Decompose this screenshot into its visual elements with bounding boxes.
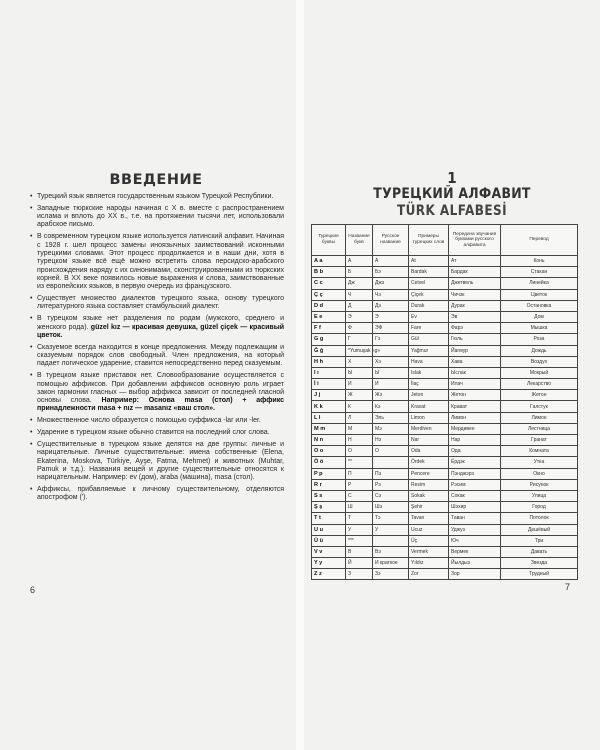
- paragraph-text: В современном турецком языке используется латинский алфавит. Начиная с 1928 г. шел процесс замены иноязычных заимствований исконными турецкими словами. Этот процесс продолжается и в наши дни, хотя в турецком языке всё ещё можно встретить слова персидско-арабского происхождения наряду с их синонимами, сконструированными из тюркских корней. В XX веке появилось новые выражения и слова, заимствованные из европейских языков, в первую очередь из французского.: [37, 233, 284, 291]
- cell-translation: Улица: [501, 490, 578, 501]
- cell-turkish-letter: V v: [312, 546, 346, 557]
- chapter-title: ТУРЕЦКИЙ АЛФАВИТ: [373, 186, 531, 202]
- cell-letter-name: Р: [346, 479, 373, 490]
- cell-russian-name: Дэ: [373, 300, 409, 311]
- intro-paragraph: [30, 486, 284, 503]
- page-number-left: 6: [30, 585, 36, 595]
- table-row: [312, 412, 578, 423]
- cell-russian-transcription: Ёрдэк: [449, 457, 501, 468]
- paragraph-example: güzel kız — красивая девушка, güzel çiçek — красивый цветок.: [37, 323, 284, 339]
- cell-turkish-letter: Ş ş: [312, 502, 346, 513]
- table-row: [312, 334, 578, 345]
- table-row: [312, 323, 578, 334]
- cell-russian-name: Шэ: [373, 502, 409, 513]
- cell-letter-name: Й: [346, 558, 373, 569]
- table-row: [312, 479, 578, 490]
- cell-russian-name: Кэ: [373, 401, 409, 412]
- cell-translation: Комната: [501, 446, 578, 457]
- cell-letter-name: Э: [346, 311, 373, 322]
- cell-letter-name: Ж: [346, 390, 373, 401]
- cell-turkish-letter: S s: [312, 490, 346, 501]
- cell-letter-name: **: [346, 457, 373, 468]
- cell-letter-name: ***: [346, 535, 373, 546]
- cell-turkish-example: Zor: [409, 569, 449, 580]
- cell-russian-transcription: Бардак: [449, 267, 501, 278]
- intro-paragraph: [30, 233, 284, 291]
- intro-paragraph: [30, 344, 284, 369]
- table-row: [312, 457, 578, 468]
- cell-russian-name: Пэ: [373, 468, 409, 479]
- cell-letter-name: A: [346, 256, 373, 267]
- cell-turkish-example: Ev: [409, 311, 449, 322]
- table-row: [312, 468, 578, 479]
- table-row: [312, 569, 578, 580]
- cell-russian-name: Ы: [373, 367, 409, 378]
- cell-letter-name: Д: [346, 300, 373, 311]
- intro-paragraph: [30, 417, 284, 425]
- left-page: [0, 0, 296, 750]
- cell-russian-name: ЭФ: [373, 323, 409, 334]
- bullet-mark: •: [30, 417, 33, 425]
- cell-translation: Потолок: [501, 513, 578, 524]
- cell-turkish-example: Bardak: [409, 267, 449, 278]
- cell-russian-transcription: Йагмур: [449, 345, 501, 356]
- cell-russian-name: Хэ: [373, 356, 409, 367]
- alphabet-table-body: [312, 256, 578, 580]
- cell-russian-transcription: Зор: [449, 569, 501, 580]
- cell-russian-transcription: Фарэ: [449, 323, 501, 334]
- cell-russian-name: Рэ: [373, 479, 409, 490]
- header-turkish-examples: Примеры турецких слов: [409, 225, 449, 256]
- cell-turkish-letter: F f: [312, 323, 346, 334]
- intro-paragraph-list: [30, 193, 284, 506]
- intro-paragraph: [30, 205, 284, 230]
- cell-turkish-letter: Ü ü: [312, 535, 346, 546]
- paragraph-text: Множественное число образуется с помощью суффикса -lar или -ler.: [37, 417, 261, 425]
- cell-translation: Три: [501, 535, 578, 546]
- cell-turkish-letter: D d: [312, 300, 346, 311]
- chapter-subtitle: TÜRK ALFABESİ: [396, 203, 508, 219]
- bullet-mark: •: [30, 204, 33, 212]
- cell-letter-name: У: [346, 524, 373, 535]
- paragraph-text: Существует множество диалектов турецкого языка, основу турецкого литературного языка составляет стамбульский диалект.: [37, 295, 284, 311]
- cell-russian-transcription: Йылдыз: [449, 558, 501, 569]
- cell-russian-transcription: Дурак: [449, 300, 501, 311]
- cell-translation: Роза: [501, 334, 578, 345]
- cell-turkish-letter: K k: [312, 401, 346, 412]
- cell-letter-name: И: [346, 379, 373, 390]
- cell-translation: Галстук: [501, 401, 578, 412]
- table-row: [312, 401, 578, 412]
- table-row: [312, 535, 578, 546]
- cell-letter-name: Ф: [346, 323, 373, 334]
- cell-translation: Цветок: [501, 289, 578, 300]
- paragraph-text: Аффиксы, прибавляемые к личному существительному, отделяются апострофом (').: [37, 486, 284, 502]
- cell-letter-name: Дж: [346, 278, 373, 289]
- cell-letter-name: Ш: [346, 502, 373, 513]
- intro-paragraph: [30, 372, 284, 413]
- table-row: [312, 435, 578, 446]
- cell-turkish-example: Resim: [409, 479, 449, 490]
- cell-russian-name: Мэ: [373, 423, 409, 434]
- cell-letter-name: Ы: [346, 367, 373, 378]
- cell-translation: Окно: [501, 468, 578, 479]
- table-row: [312, 267, 578, 278]
- alphabet-table: [311, 224, 578, 580]
- cell-russian-name: О: [373, 446, 409, 457]
- cell-turkish-letter: Y y: [312, 558, 346, 569]
- cell-letter-name: Х: [346, 356, 373, 367]
- bullet-mark: •: [30, 372, 33, 380]
- cell-russian-transcription: Лимон: [449, 412, 501, 423]
- cell-translation: Стакан: [501, 267, 578, 278]
- cell-letter-name: О: [346, 446, 373, 457]
- cell-russian-name: Тэ: [373, 513, 409, 524]
- cell-letter-name: К: [346, 401, 373, 412]
- cell-turkish-letter: I ı: [312, 367, 346, 378]
- cell-translation: Дом: [501, 311, 578, 322]
- cell-russian-transcription: Сокак: [449, 490, 501, 501]
- cell-letter-name: М: [346, 423, 373, 434]
- cell-letter-name: П: [346, 468, 373, 479]
- cell-translation: Конь: [501, 256, 578, 267]
- cell-turkish-letter: A a: [312, 256, 346, 267]
- cell-translation: Дешёвый: [501, 524, 578, 535]
- cell-letter-name: Ч: [346, 289, 373, 300]
- bullet-mark: •: [30, 233, 33, 241]
- bullet-mark: •: [30, 295, 33, 303]
- cell-russian-transcription: Нар: [449, 435, 501, 446]
- cell-turkish-letter: U u: [312, 524, 346, 535]
- cell-russian-transcription: Рэсим: [449, 479, 501, 490]
- cell-russian-transcription: Чичэк: [449, 289, 501, 300]
- cell-turkish-example: Nar: [409, 435, 449, 446]
- cell-russian-transcription: Шэхир: [449, 502, 501, 513]
- cell-translation: Лимон: [501, 412, 578, 423]
- cell-russian-name: Зэ: [373, 569, 409, 580]
- cell-russian-name: Джэ: [373, 278, 409, 289]
- cell-turkish-letter: G g: [312, 334, 346, 345]
- cell-turkish-example: Çiçek: [409, 289, 449, 300]
- cell-turkish-letter: Ö ö: [312, 457, 346, 468]
- table-row: [312, 356, 578, 367]
- table-row: [312, 289, 578, 300]
- cell-russian-transcription: Ат: [449, 256, 501, 267]
- cell-turkish-letter: H h: [312, 356, 346, 367]
- header-russian-name: Русское название: [373, 225, 409, 256]
- cell-turkish-example: Gül: [409, 334, 449, 345]
- cell-russian-transcription: Илач: [449, 379, 501, 390]
- table-row: [312, 513, 578, 524]
- cell-turkish-example: Durak: [409, 300, 449, 311]
- cell-russian-name: Нэ: [373, 435, 409, 446]
- cell-translation: Звезда: [501, 558, 578, 569]
- cell-turkish-example: Merdiven: [409, 423, 449, 434]
- bullet-mark: •: [30, 429, 33, 437]
- cell-russian-transcription: Крават: [449, 401, 501, 412]
- cell-russian-name: Вэ: [373, 546, 409, 557]
- table-row: [312, 524, 578, 535]
- cell-letter-name: Л: [346, 412, 373, 423]
- table-row: [312, 558, 578, 569]
- cell-turkish-example: Yağmur: [409, 345, 449, 356]
- cell-russian-name: [373, 535, 409, 546]
- table-row: [312, 311, 578, 322]
- cell-translation: Линейка: [501, 278, 578, 289]
- table-row: [312, 256, 578, 267]
- cell-russian-name: И: [373, 379, 409, 390]
- cell-turkish-letter: C c: [312, 278, 346, 289]
- header-translation: Перевод: [501, 225, 578, 256]
- intro-paragraph: [30, 315, 284, 340]
- cell-turkish-letter: Ç ç: [312, 289, 346, 300]
- cell-letter-name: *Yumuşak «g»: [346, 345, 373, 356]
- cell-translation: Лестница: [501, 423, 578, 434]
- cell-translation: Мышка: [501, 323, 578, 334]
- table-row: [312, 379, 578, 390]
- cell-translation: Давать: [501, 546, 578, 557]
- intro-paragraph: [30, 193, 284, 201]
- cell-turkish-letter: Z z: [312, 569, 346, 580]
- cell-translation: Жетон: [501, 390, 578, 401]
- cell-translation: Дождь: [501, 345, 578, 356]
- bullet-mark: •: [30, 193, 33, 200]
- cell-translation: Воздух: [501, 356, 578, 367]
- cell-translation: Город: [501, 502, 578, 513]
- cell-russian-name: И краткое: [373, 558, 409, 569]
- cell-russian-name: Э: [373, 311, 409, 322]
- table-row: [312, 345, 578, 356]
- cell-russian-transcription: Юч: [449, 535, 501, 546]
- table-row: [312, 546, 578, 557]
- cell-turkish-example: Cetvel: [409, 278, 449, 289]
- cell-translation: Гранат: [501, 435, 578, 446]
- paragraph-text: Ударение в турецком языке обычно ставится на последний слог слова.: [37, 429, 270, 437]
- cell-russian-name: Гэ: [373, 334, 409, 345]
- cell-letter-name: Г: [346, 334, 373, 345]
- cell-turkish-example: Kravat: [409, 401, 449, 412]
- cell-letter-name: С: [346, 490, 373, 501]
- bullet-mark: •: [30, 441, 33, 449]
- header-letter-names: Название букв: [346, 225, 373, 256]
- cell-russian-name: Чэ: [373, 289, 409, 300]
- table-row: [312, 423, 578, 434]
- cell-turkish-example: Hava: [409, 356, 449, 367]
- cell-turkish-example: Limon: [409, 412, 449, 423]
- cell-turkish-example: Ucuz: [409, 524, 449, 535]
- table-row: [312, 278, 578, 289]
- cell-turkish-letter: P p: [312, 468, 346, 479]
- paragraph-example: Например: Основа masa (стол) + аффикс принадлежности masa + nız — masanız «ваш стол».: [37, 397, 284, 413]
- cell-russian-transcription: Джетвель: [449, 278, 501, 289]
- cell-russian-name: Жэ: [373, 390, 409, 401]
- cell-turkish-example: Oda: [409, 446, 449, 457]
- cell-turkish-example: Şehir: [409, 502, 449, 513]
- cell-turkish-letter: O o: [312, 446, 346, 457]
- cell-translation: Утка: [501, 457, 578, 468]
- cell-turkish-example: Ördek: [409, 457, 449, 468]
- cell-turkish-letter: İ i: [312, 379, 346, 390]
- header-turkish-letters: Турецкие буквы: [312, 225, 346, 256]
- table-row: [312, 490, 578, 501]
- cell-letter-name: В: [346, 546, 373, 557]
- cell-turkish-example: Pencere: [409, 468, 449, 479]
- cell-turkish-example: Fare: [409, 323, 449, 334]
- cell-turkish-example: İlaç: [409, 379, 449, 390]
- cell-letter-name: Т: [346, 513, 373, 524]
- cell-turkish-example: Sokak: [409, 490, 449, 501]
- page-number-right: 7: [564, 582, 570, 592]
- cell-turkish-example: Islak: [409, 367, 449, 378]
- cell-russian-transcription: Жетон: [449, 390, 501, 401]
- cell-turkish-letter: E e: [312, 311, 346, 322]
- table-row: [312, 502, 578, 513]
- cell-letter-name: Н: [346, 435, 373, 446]
- cell-letter-name: З: [346, 569, 373, 580]
- cell-translation: Трудный: [501, 569, 578, 580]
- table-row: [312, 446, 578, 457]
- cell-turkish-letter: Ğ ğ: [312, 345, 346, 356]
- paragraph-text: Сказуемое всегда находится в конце предложения. Между подлежащим и сказуемым порядок слов свободный. Член предложения, на который падает логическое ударение, ставится непосредственно перед сказуемым.: [37, 343, 284, 368]
- cell-russian-name: [373, 457, 409, 468]
- book-gutter: [296, 0, 304, 750]
- cell-russian-name: Эль: [373, 412, 409, 423]
- table-row: [312, 300, 578, 311]
- alphabet-table-header: [312, 225, 578, 256]
- cell-russian-transcription: Эв: [449, 311, 501, 322]
- cell-turkish-example: Tavan: [409, 513, 449, 524]
- header-russian-transcription: Передача звучания буквами русского алфавита: [449, 225, 501, 256]
- intro-paragraph: [30, 295, 284, 312]
- cell-russian-transcription: Таван: [449, 513, 501, 524]
- paragraph-text: Существительные в турецком языке делятся на две группы: личные и нарицательные. Личные существительные: имена собственные (Elena, Ekaterina, Moskova, Türkiye, Ayşe, Fatma, Mehmet) и животных (Muhtar, Pamuk и т.д.). Названия вещей и другие существительные относятся к нарицательным. Например: ev (дом), araba (машина), masa (стол).: [37, 441, 284, 482]
- cell-russian-transcription: Мердивен: [449, 423, 501, 434]
- cell-turkish-example: At: [409, 256, 449, 267]
- cell-russian-transcription: Хава: [449, 356, 501, 367]
- paragraph-text: Турецкий язык является государственным языком Турецкой Республики.: [37, 193, 274, 200]
- cell-russian-transcription: Уджуз: [449, 524, 501, 535]
- cell-russian-name: У: [373, 524, 409, 535]
- cell-turkish-example: Vermek: [409, 546, 449, 557]
- cell-turkish-letter: L l: [312, 412, 346, 423]
- cell-turkish-letter: J j: [312, 390, 346, 401]
- cell-turkish-letter: M m: [312, 423, 346, 434]
- cell-translation: Мокрый: [501, 367, 578, 378]
- table-row: [312, 367, 578, 378]
- cell-russian-name: Бэ: [373, 267, 409, 278]
- table-row: [312, 390, 578, 401]
- cell-translation: Остановка: [501, 300, 578, 311]
- cell-russian-transcription: Ыслак: [449, 367, 501, 378]
- intro-paragraph: [30, 429, 284, 437]
- intro-title: ВВЕДЕНИЕ: [109, 172, 203, 188]
- cell-russian-transcription: Ода: [449, 446, 501, 457]
- cell-turkish-example: Jeton: [409, 390, 449, 401]
- cell-translation: Лекарство: [501, 379, 578, 390]
- paragraph-text: В турецком языке приставок нет. Словообразование осуществляется с помощью аффиксов. При добавлении аффиксов основную роль играет закон гармонии гласных — выбор аффикса зависит от последней гласной основы слова.: [37, 372, 284, 405]
- chapter-number: 1: [447, 169, 457, 187]
- bullet-mark: •: [30, 315, 33, 323]
- bullet-mark: •: [30, 343, 33, 351]
- cell-letter-name: Б: [346, 267, 373, 278]
- cell-russian-name: Сэ: [373, 490, 409, 501]
- cell-turkish-letter: R r: [312, 479, 346, 490]
- cell-russian-transcription: Вермек: [449, 546, 501, 557]
- cell-turkish-letter: B b: [312, 267, 346, 278]
- cell-turkish-example: Üç: [409, 535, 449, 546]
- cell-turkish-example: Yıldız: [409, 558, 449, 569]
- cell-translation: Рисунок: [501, 479, 578, 490]
- bullet-mark: •: [30, 486, 33, 494]
- paragraph-text: Западные тюркские народы начиная с X в. вместе с распространением ислама и вплоть до XX в., т.е. на протяжении тысячи лет, использовали арабское письмо.: [37, 204, 284, 229]
- paragraph-text: В турецком языке нет разделения по родам (мужского, среднего и женского рода).: [37, 315, 284, 331]
- cell-turkish-letter: T t: [312, 513, 346, 524]
- intro-paragraph: [30, 441, 284, 482]
- cell-russian-transcription: Гюль: [449, 334, 501, 345]
- cell-turkish-letter: N n: [312, 435, 346, 446]
- cell-russian-name: A: [373, 256, 409, 267]
- cell-russian-transcription: Пэнджэрэ: [449, 468, 501, 479]
